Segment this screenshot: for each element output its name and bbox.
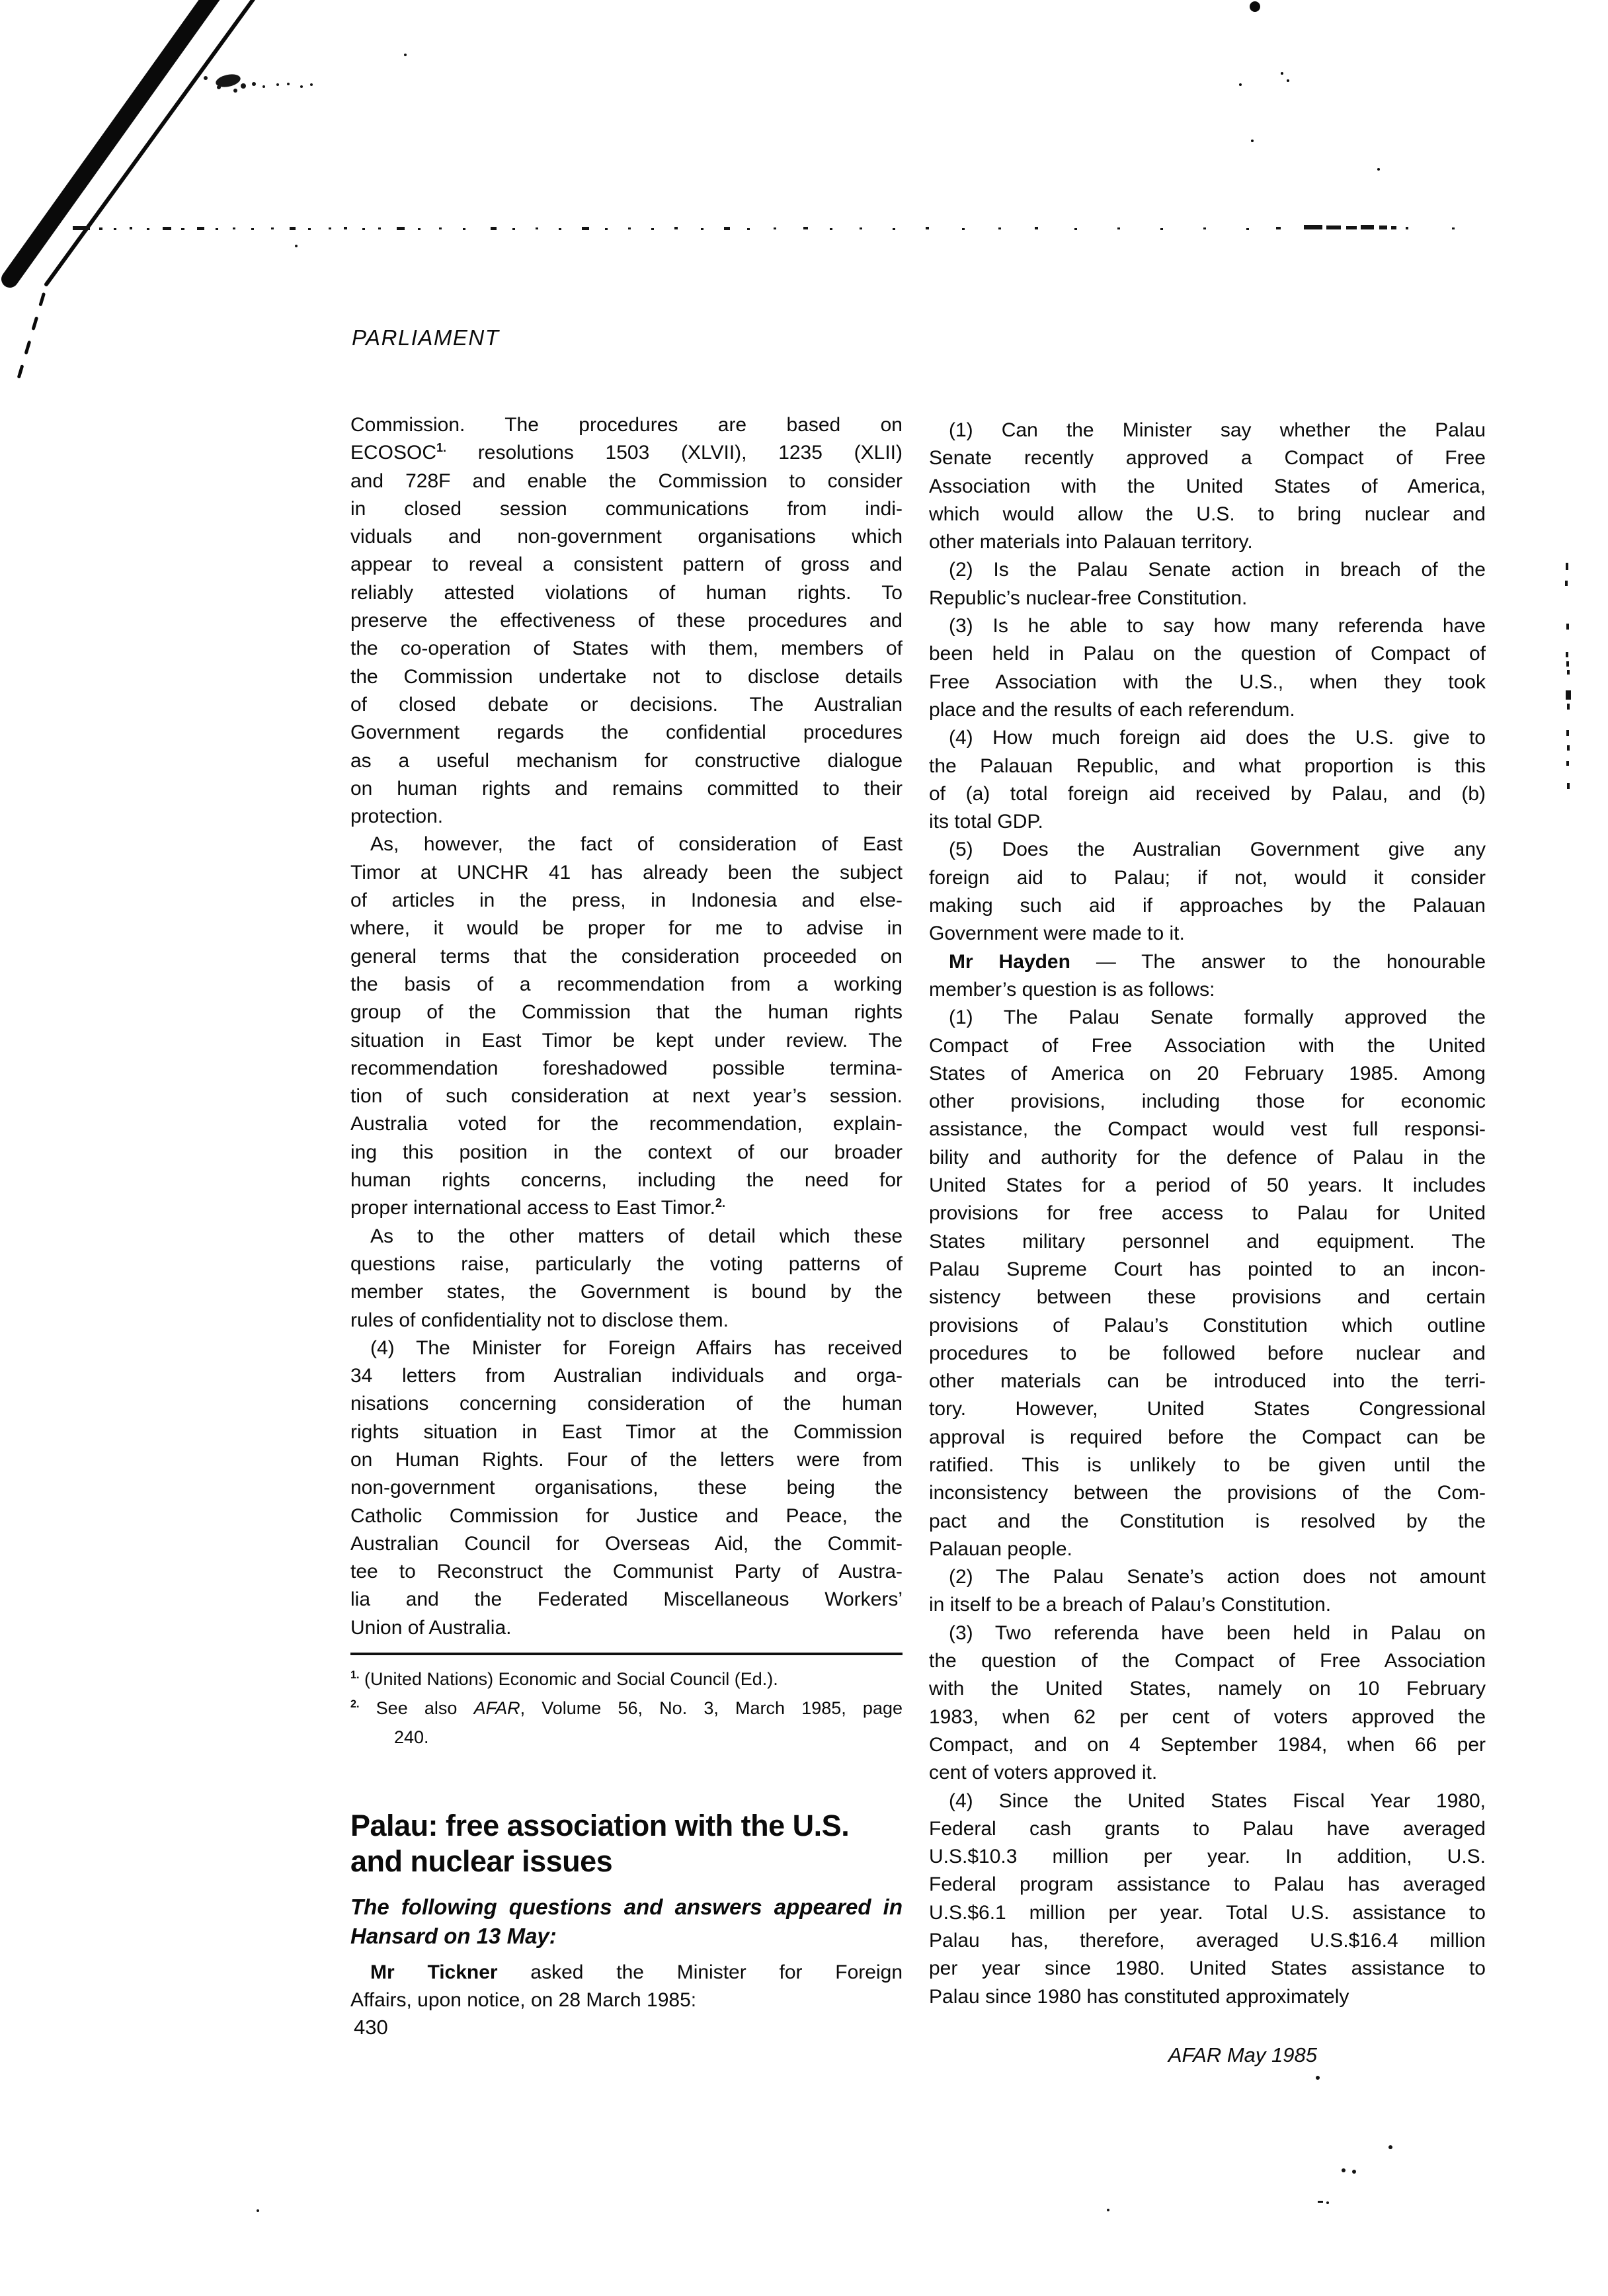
right-column <box>929 417 1486 2011</box>
text-line: (4) Since the United States Fiscal Year 1980, <box>949 1789 1486 1812</box>
text-line: Mr Hayden — The answer to the honourable <box>949 950 1486 973</box>
paragraph <box>350 1334 903 1642</box>
text-line: 34 letters from Australian individuals and orga- <box>350 1365 903 1387</box>
text-line: Australian Council for Overseas Aid, the Commit- <box>350 1532 903 1555</box>
text-line: ing this position in the context of our broader <box>350 1141 903 1163</box>
text-line: U.S.$10.3 million per year. In addition, U.S. <box>929 1846 1486 1868</box>
text-line: protection. <box>350 805 444 828</box>
section-heading <box>350 1808 903 1879</box>
text-line: Union of Australia. <box>350 1616 512 1639</box>
text-line: preserve the effectiveness of these procedures and <box>350 610 903 632</box>
text-line: Palauan people. <box>929 1538 1072 1560</box>
text-line: on human rights and remains committed to their <box>350 777 903 800</box>
text-line: member’s question is as follows: <box>929 978 1215 1001</box>
text-line: Palau since 1980 has constituted approximately <box>929 1985 1349 2008</box>
text-line: foreign aid to Palau; if not, would it consider <box>929 866 1486 889</box>
paragraph <box>350 831 903 1222</box>
paragraph <box>929 1620 1486 1787</box>
text-line: Federal program assistance to Palau has averaged <box>929 1873 1486 1896</box>
paragraph <box>929 612 1486 724</box>
paragraph <box>350 411 903 831</box>
text-line: provisions for free access to Palau for United <box>929 1202 1486 1225</box>
text-line: sistency between these provisions and certain <box>929 1286 1486 1309</box>
text-line: tion of such consideration at next year’s session. <box>350 1085 903 1108</box>
text-line: Free Association with the U.S., when they took <box>929 671 1486 693</box>
text-line: Republic’s nuclear-free Constitution. <box>929 587 1248 609</box>
left-column <box>350 411 903 2015</box>
text-line: (2) The Palau Senate’s action does not amount <box>949 1566 1486 1588</box>
text-line: Catholic Commission for Justice and Peace, the <box>350 1504 903 1527</box>
left-column-body-paragraphs <box>350 411 903 1642</box>
paragraph <box>350 1694 903 1752</box>
text-line: bility and authority for the defence of Palau in the <box>929 1146 1486 1168</box>
text-line: As to the other matters of detail which these <box>370 1225 903 1247</box>
text-line: other materials into Palauan territory. <box>929 531 1253 554</box>
text-line: States military personnel and equipment. The <box>929 1230 1486 1252</box>
text-line: States of America on 20 February 1985. Among <box>929 1062 1486 1085</box>
text-line: (1) The Palau Senate formally approved the <box>949 1006 1486 1029</box>
bottom-specks <box>257 2076 1392 2212</box>
text-line: recommendation foreshadowed possible termina- <box>350 1057 903 1079</box>
text-line: reliably attested violations of human rights. To <box>350 581 903 604</box>
text-line: and 728F and enable the Commission to consider <box>350 470 903 492</box>
text-line: inconsistency between the provisions of the Com- <box>929 1482 1486 1504</box>
intro-paragraph <box>350 1959 903 2015</box>
text-line: nisations concerning consideration of the human <box>350 1393 903 1415</box>
paragraph <box>929 417 1486 556</box>
text-line: $^{1.}$ (United Nations) Economic and Social Council (Ed.). <box>350 1669 778 1690</box>
text-line: (5) Does the Australian Government give any <box>949 839 1486 861</box>
text-line: the co-operation of States with them, members of <box>350 637 903 660</box>
paragraph <box>929 1004 1486 1563</box>
journal-footer: AFAR May 1985 <box>1168 2043 1317 2067</box>
text-line: assistance, the Compact would vest full responsi- <box>929 1118 1486 1141</box>
section-subheading <box>350 1893 903 1951</box>
paragraph <box>929 556 1486 612</box>
text-line: provisions of Palau’s Constitution which outline <box>929 1314 1486 1336</box>
text-line: per year since 1980. United States assistance to <box>929 1957 1486 1980</box>
text-line: in itself to be a breach of Palau’s Constitution. <box>929 1594 1332 1616</box>
text-line: general terms that the consideration proceeded on <box>350 945 903 967</box>
text-line: (4) The Minister for Foreign Affairs has received <box>370 1336 903 1359</box>
text-line: proper international access to East Timor.$^{2.}$ <box>350 1196 725 1219</box>
text-line: human rights concerns, including the need for <box>350 1169 903 1192</box>
dashed-rule-artifact <box>73 225 1455 230</box>
running-head: PARLIAMENT <box>352 325 500 350</box>
text-line: Association with the United States of America, <box>929 475 1486 497</box>
text-line: rights situation in East Timor at the Commission <box>350 1420 903 1443</box>
text-line: Affairs, upon notice, on 28 March 1985: <box>350 1989 697 2012</box>
text-line: making such aid if approaches by the Palauan <box>929 895 1486 917</box>
text-line: Government were made to it. <box>929 922 1185 945</box>
text-line: the question of the Compact of Free Association <box>929 1650 1486 1672</box>
ink-spot <box>1239 1 1380 171</box>
smudge-mark <box>204 54 407 247</box>
text-line: Palau Supreme Court has pointed to an incon- <box>929 1258 1486 1280</box>
text-line: Timor at UNCHR 41 has already been the subject <box>350 861 903 883</box>
text-line: appear to reveal a consistent pattern of gross and <box>350 554 903 576</box>
text-line: questions raise, particularly the voting patterns of <box>350 1252 903 1275</box>
text-line: its total GDP. <box>929 811 1043 833</box>
text-line: Mr Tickner asked the Minister for Foreign <box>370 1961 903 1984</box>
text-line: Australia voted for the recommendation, explain- <box>350 1113 903 1135</box>
text-line: approval is required before the Compact can be <box>929 1426 1486 1448</box>
paragraph <box>350 1664 903 1694</box>
text-line: place and the results of each referendum. <box>929 698 1295 721</box>
text-line: rules of confidentiality not to disclose them. <box>350 1309 729 1331</box>
text-line: Senate recently approved a Compact of Free <box>929 447 1486 470</box>
paragraph <box>929 836 1486 948</box>
text-line: the Palauan Republic, and what proportion is this <box>929 755 1486 777</box>
text-line: other materials can be introduced into the terri- <box>929 1370 1486 1393</box>
right-column-body-paragraphs <box>929 417 1486 2011</box>
text-line: non-government organisations, these being the <box>350 1477 903 1499</box>
diagonal-scan-line-thick <box>10 0 215 279</box>
footnotes <box>350 1664 903 1752</box>
text-line: (3) Is he able to say how many referenda have <box>949 615 1486 637</box>
text-line: ratified. This is unlikely to be given until the <box>929 1454 1486 1476</box>
text-line: (2) Is the Palau Senate action in breach of the <box>949 559 1486 581</box>
text-line: member states, the Government is bound by the <box>350 1281 903 1303</box>
text-line: situation in East Timor be kept under review. The <box>350 1029 903 1051</box>
text-line: Compact, and on 4 September 1984, when 66 per <box>929 1733 1486 1756</box>
text-line: Government regards the confidential procedures <box>350 721 903 744</box>
text-line: on Human Rights. Four of the letters were from <box>350 1448 903 1471</box>
right-margin-dotted-artifact <box>1565 563 1571 789</box>
text-line: viduals and non-government organisations which <box>350 526 903 548</box>
text-line: other provisions, including those for economic <box>929 1090 1486 1113</box>
text-line: United States for a period of 50 years. It includes <box>929 1174 1486 1197</box>
text-line: $^{2.}$ See also AFAR, Volume 56, No. 3, March 1985, page <box>350 1698 903 1719</box>
text-line: As, however, the fact of consideration of East <box>370 833 903 856</box>
text-line: (4) How much foreign aid does the U.S. give to <box>949 727 1486 749</box>
paragraph <box>350 1959 903 2015</box>
text-line: tee to Reconstruct the Communist Party of Austra- <box>350 1561 903 1583</box>
text-line: Hansard on 13 May: <box>350 1924 557 1949</box>
text-line: which would allow the U.S. to bring nuclear and <box>929 503 1486 525</box>
text-line: Commission. The procedures are based on <box>350 414 903 436</box>
paragraph <box>350 1223 903 1334</box>
text-line: (3) Two referenda have been held in Palau on <box>949 1621 1486 1644</box>
text-line: and nuclear issues <box>350 1844 613 1879</box>
text-line: as a useful mechanism for constructive dialogue <box>350 749 903 772</box>
text-line: of articles in the press, in Indonesia and else- <box>350 889 903 912</box>
text-line: U.S.$6.1 million per year. Total U.S. assistance to <box>929 1901 1486 1924</box>
text-line: the Commission undertake not to disclose details <box>350 665 903 688</box>
paragraph <box>929 948 1486 1004</box>
diagonal-scan-line-thin <box>17 0 259 385</box>
text-line: in closed session communications from indi- <box>350 497 903 520</box>
text-line: Federal cash grants to Palau have averaged <box>929 1817 1486 1840</box>
text-line: Compact of Free Association with the United <box>929 1034 1486 1057</box>
text-line: Palau has, therefore, averaged U.S.$16.4 million <box>929 1930 1486 1952</box>
text-line: procedures to be followed before nuclear and <box>929 1342 1486 1364</box>
text-line: the basis of a recommendation from a working <box>350 973 903 995</box>
text-line: The following questions and answers appeared in <box>350 1895 903 1920</box>
text-line: Palau: free association with the U.S. <box>350 1809 850 1843</box>
text-line: pact and the Constitution is resolved by the <box>929 1510 1486 1532</box>
text-line: been held in Palau on the question of Compact of <box>929 643 1486 665</box>
text-line: of closed debate or decisions. The Australian <box>350 693 903 716</box>
text-line: tory. However, United States Congressional <box>929 1398 1486 1420</box>
page-number: 430 <box>354 2016 388 2039</box>
text-line: 240. <box>394 1727 429 1748</box>
text-line: group of the Commission that the human rights <box>350 1001 903 1024</box>
paragraph <box>929 724 1486 836</box>
paragraph <box>929 1563 1486 1620</box>
text-line: cent of voters approved it. <box>929 1762 1158 1784</box>
footnote-rule <box>350 1653 903 1655</box>
text-line: 1983, when 62 per cent of voters approved the <box>929 1705 1486 1728</box>
text-line: lia and the Federated Miscellaneous Workers’ <box>350 1588 903 1611</box>
text-line: (1) Can the Minister say whether the Palau <box>949 419 1486 441</box>
text-line: where, it would be proper for me to advise in <box>350 917 903 940</box>
paragraph <box>929 1787 1486 2011</box>
text-line: $ECOSOC^{1.}$ resolutions 1503 (XLVII), 1235 (XLII) <box>350 441 903 464</box>
text-line: with the United States, namely on 10 February <box>929 1678 1486 1700</box>
text-line: of (a) total foreign aid received by Palau, and (b) <box>929 782 1486 805</box>
